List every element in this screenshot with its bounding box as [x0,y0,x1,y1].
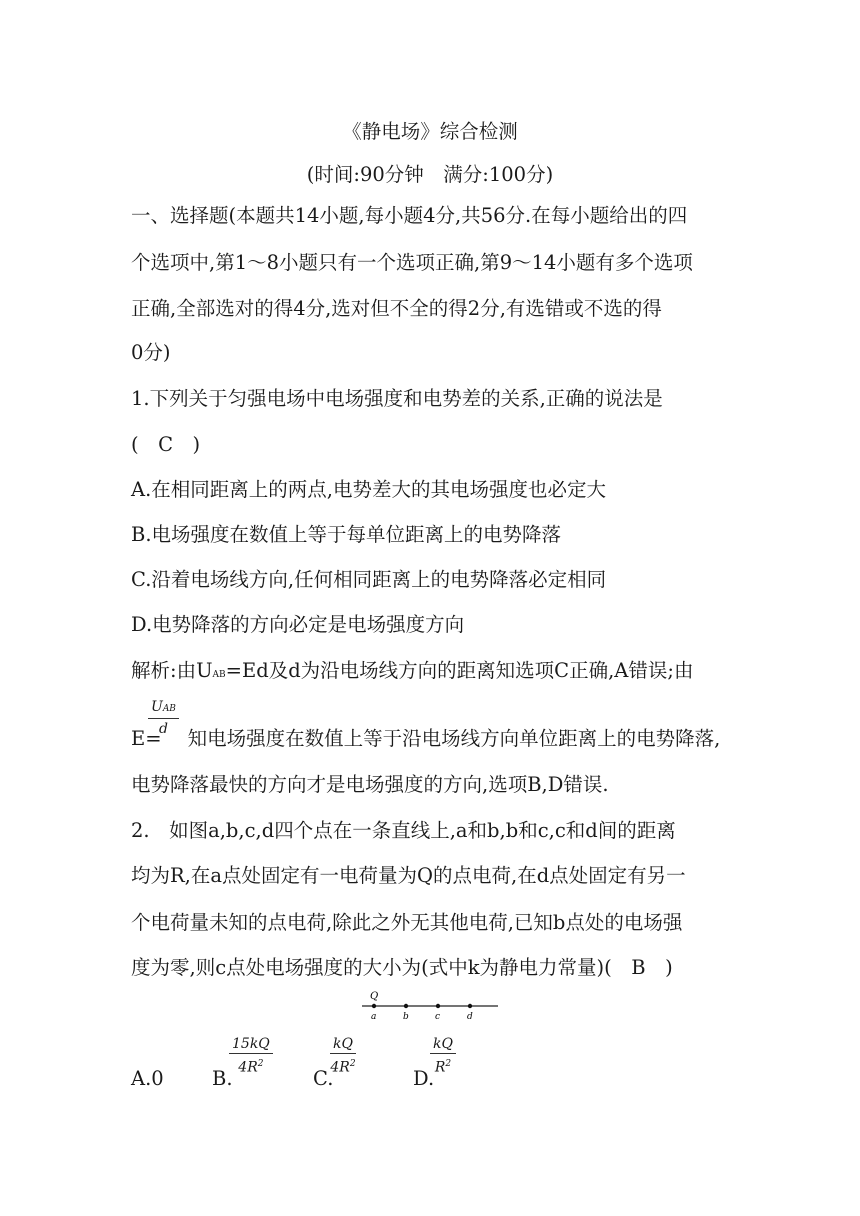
option-c: C.沿着电场线方向,任何相同距离上的电势降落必定相同 [131,568,607,591]
section-line: 正确,全部选对的得4分,选对但不全的得2分,有选错或不选的得 [131,297,662,320]
analysis-line [131,658,693,688]
option-a: A.0 [131,1067,164,1090]
point-label-a: a [371,1012,377,1022]
point-a [372,1004,376,1008]
question-stem: 1.下列关于匀强电场中电场强度和电势差的关系,正确的说法是 [131,387,663,410]
question-stem: 2. 如图a,b,c,d四个点在一条直线上,a和b,b和c,c和d间的距离 [131,819,676,842]
question-stem: 均为R,在a点处固定有一电荷量为Q的点电荷,在d点处固定有另一 [131,864,686,887]
fraction-numerator: kQ [430,1035,456,1054]
option-c-label: C. [313,1067,334,1090]
option-d: D.电势降落的方向必定是电场强度方向 [131,613,465,636]
document-title: 《静电场》综合检测 [342,120,518,143]
option-b-label: B. [212,1067,233,1090]
question-stem: 度为零,则c点处电场强度的大小为(式中k为静电力常量)( B ) [131,956,673,979]
fraction-denominator: $R^2$ [434,1059,452,1076]
analysis-text: =Ed及d为沿电场线方向的距离知选项C正确,A错误;由 [225,659,694,682]
analysis-text: 解析:由U [131,659,213,682]
document-subtitle: (时间:90分钟 满分:100分) [306,163,554,186]
analysis-text: 知电场强度在数值上等于沿电场线方向单位距离上的电势降落, [187,727,721,750]
point-c [436,1004,440,1008]
charge-label: Q [370,991,379,1002]
point-label-d: d [467,1012,473,1022]
option-d-label: D. [413,1067,435,1090]
point-d [468,1004,472,1008]
option-a: A.在相同距离上的两点,电势差大的其电场强度也必定大 [131,478,606,501]
analysis-line [131,726,720,752]
fraction-denominator: $4R^2$ [330,1059,356,1076]
option-c-fraction [330,1035,356,1078]
point-b [404,1004,408,1008]
fraction-numerator: 15kQ [229,1035,273,1054]
section-line: 个选项中,第1～8小题只有一个选项正确,第9～14小题有多个选项 [131,251,693,274]
fraction-numerator: kQ [330,1035,356,1054]
analysis-line: 电势降落最快的方向才是电场强度的方向,选项B,D错误. [131,773,609,796]
question-stem: 个电荷量未知的点电荷,除此之外无其他电荷,已知b点处的电场强 [131,911,683,934]
point-label-b: b [403,1012,409,1022]
option-b-fraction [229,1035,273,1078]
point-label-c: c [435,1012,441,1022]
section-line: 0分) [131,341,171,364]
option-d-fraction [430,1035,456,1078]
point-charge-diagram [360,988,500,1024]
fraction-numerator: UAB [148,698,179,719]
analysis-text: E= [131,727,162,750]
section-line: 一、选择题(本题共14小题,每小题4分,共56分.在每小题给出的四 [131,204,688,227]
fraction-denominator: $4R^2$ [238,1059,264,1076]
subscript: AB [212,670,226,680]
option-b: B.电场强度在数值上等于每单位距离上的电势降落 [131,523,562,546]
answer-marker: ( C ) [131,433,201,456]
fraction-denominator: d [158,721,168,737]
